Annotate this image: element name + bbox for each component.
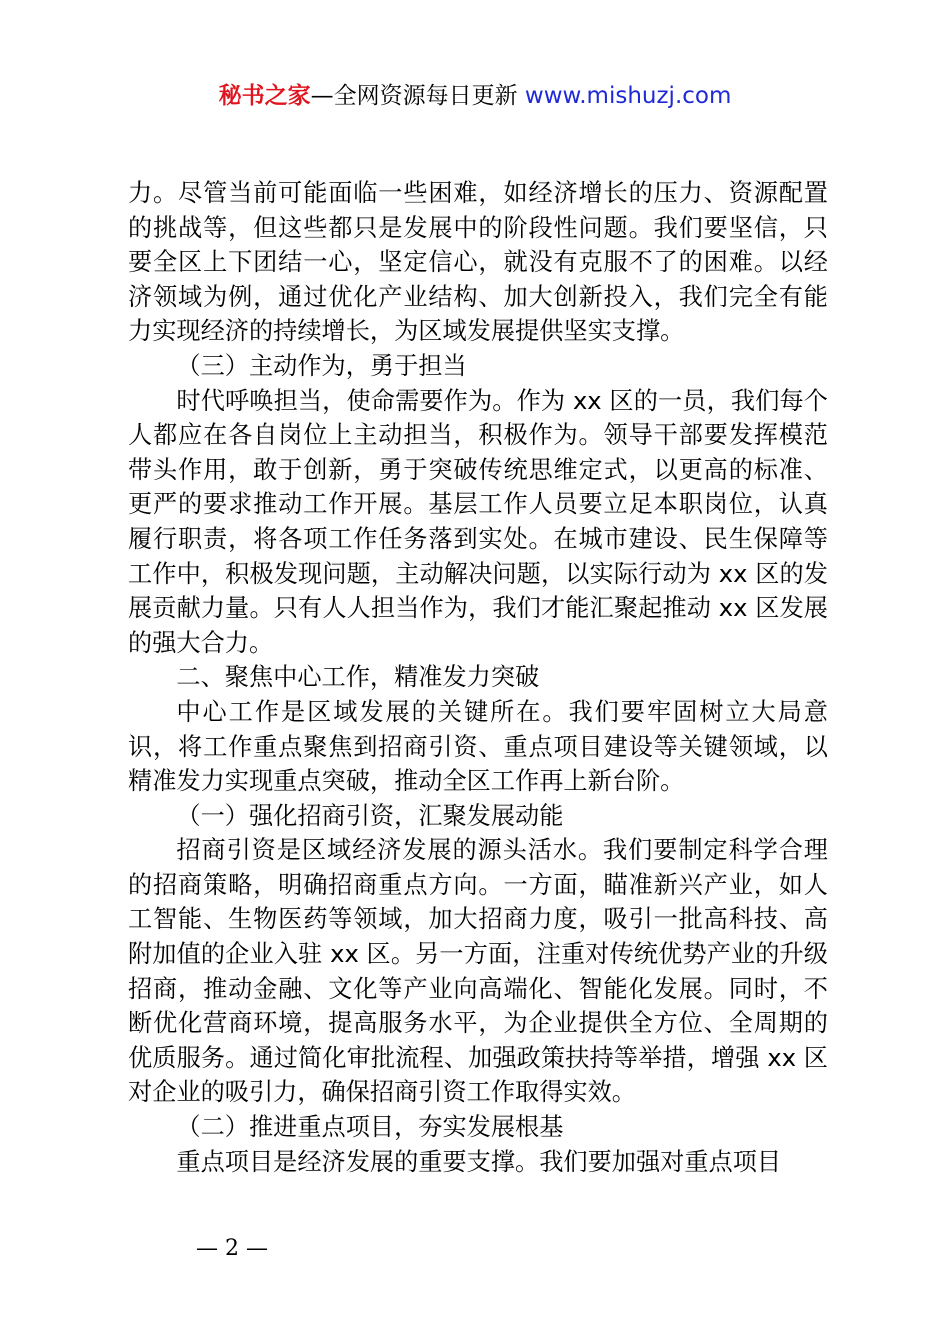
paragraph: 时代呼唤担当，使命需要作为。作为 xx 区的一员，我们每个人都应在各自岗位上主动担当，积极作为。领导干部要发挥模范带头作用，敢于创新，勇于突破传统思维定式，以更高的标准、更严的要求推动工作开展。基层工作人员要立足本职岗位，认真履行职责，将各项工作任务落到实处。在城市建设、民生保障等工作中，积极发现问题，主动解决问题，以实际行动为 xx 区的发展贡献力量。只有人人担当作为，我们才能汇聚起推动 xx 区发展的强大合力。 (128, 386, 828, 657)
paragraph: 招商引资是区域经济发展的源头活水。我们要制定科学合理的招商策略，明确招商重点方向。一方面，瞄准新兴产业，如人工智能、生物医药等领域，加大招商力度，吸引一批高科技、高附加值的企业入驻 xx 区。另一方面，注重对传统优势产业的升级招商，推动金融、文化等产业向高端化、智能化发展。同时，不断优化营商环境，提高服务水平，为企业提供全方位、全周期的优质服务。通过简化审批流程、加强政策扶持等举措，增强 xx 区对企业的吸引力，确保招商引资工作取得实效。 (128, 836, 828, 1107)
document-body (128, 176, 828, 1179)
site-url-link[interactable]: www.mishuzj.com (524, 83, 732, 109)
paragraph: 中心工作是区域发展的关键所在。我们要牢固树立大局意识，将工作重点聚焦到招商引资、重点项目建设等关键领域，以精准发力实现重点突破，推动全区工作再上新台阶。 (128, 697, 828, 796)
site-brand: 秘书之家 (218, 83, 311, 109)
site-tagline: —全网资源每日更新 (310, 83, 525, 109)
paragraph-partial: 重点项目是经济发展的重要支撑。我们要加强对重点项目 (176, 1147, 782, 1176)
paragraph-continuation: 力。尽管当前可能面临一些困难，如经济增长的压力、资源配置的挑战等，但这些都只是发展中的阶段性问题。我们要坚信，只要全区上下团结一心，坚定信心，就没有克服不了的困难。以经济领域为例，通过优化产业结构、加大创新投入，我们完全有能力实现经济的持续增长，为区域发展提供坚实支撑。 (128, 179, 828, 346)
section-heading-3: （三）主动作为，勇于担当 (176, 351, 467, 380)
chapter-heading-2: 二、聚焦中心工作，精准发力突破 (176, 663, 540, 692)
section-heading-2: （二）推进重点项目，夯实发展根基 (176, 1113, 564, 1142)
section-heading-1: （一）强化招商引资，汇聚发展动能 (176, 801, 564, 830)
site-header (0, 80, 950, 112)
page-number: — 2 — (196, 1236, 268, 1261)
